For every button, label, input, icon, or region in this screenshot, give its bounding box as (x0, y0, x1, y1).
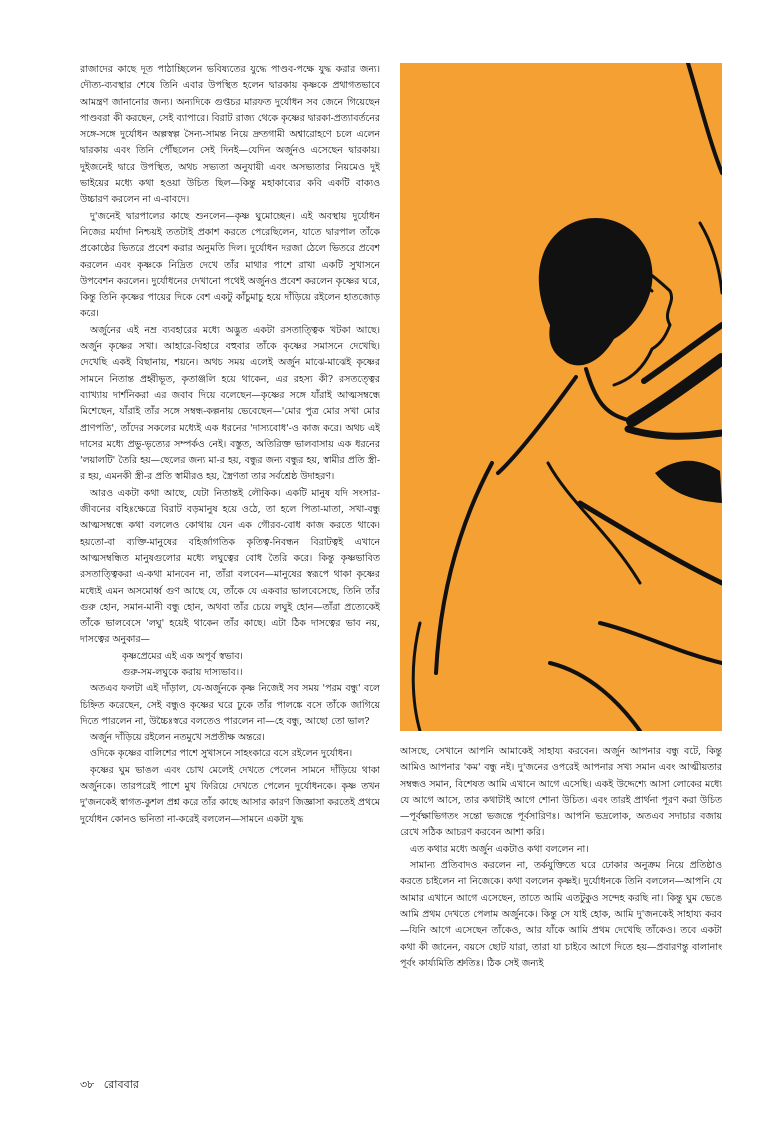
shoulder-line (498, 377, 576, 473)
neck-line (586, 369, 632, 421)
paragraph: কৃষ্ণের ঘুম ভাঙল এবং চোখ মেলেই দেখতে পেলেন সামনে দাঁড়িয়ে থাকা অর্জুনকে। তারপরেই পাশে মুখ ফিরিয়ে দেখতে পেলেন দুর্যোধনকে। কৃষ্ণ তখন দু'জনকেই স্বাগত-কুশল প্রশ্ন করে তাঁর কাছে আসার কারণ জিজ্ঞাসা করতেই প্রথমে দুর্যোধন কোনও ভনিতা না-করেই বললেন—সামনে একটা যুদ্ধ (80, 764, 380, 825)
verse-line: গুরু-সম-লঘুকে করায় দাস্যভাব।। (122, 666, 243, 678)
hand-shape (655, 461, 722, 503)
garment-stroke-2 (628, 429, 722, 436)
paragraph: রাজাদের কাছে দূত পাঠাচ্ছিলেন ভবিষ্যতের যুদ্ধে পাণ্ডব-পক্ষে যুদ্ধ করার জন্য। দৌত্য-ব্যবস্থার শেষে তিনি এবার উপস্থিত হলেন দ্বারকায় কৃষ্ণকে প্রথাগতভাবে আমন্ত্রণ জানানোর জন্য। অন্যদিকে গুপ্তচর মারফত দুর্যোধন সব জেনে গিয়েছেন পাণ্ডবরা কী করছেন, সেই ব্যাপারে। বিরাট রাজ্য থেকে কৃষ্ণের দ্বারকা-প্রত্যাবর্তনের সঙ্গে-সঙ্গে দুর্যোধন অল্পস্বল্প সৈন্য-সামন্ত নিয়ে দ্রুতগামী অশ্বারোহণে চলে এলেন দ্বারকায় এবং তিনি পৌঁছলেন সেই দিনই—যেদিন অর্জুনও এসেছেন দ্বারকায়। দুইজনেই দ্বারে উপস্থিত, অথচ সভ্যতা অনুযায়ী এবং অসভ্যতার নিয়মেও দুই ভাইয়ের মধ্যে কথা হওয়া উচিত ছিল—কিন্তু মহাকাব্যের কবি একটি বাক্যও উচ্চারণ করলেন না এ-বাবদে। (80, 64, 380, 206)
left-column (80, 62, 380, 1070)
paragraph: দু'জনেই দ্বারপালের কাছে শুনলেন—কৃষ্ণ ঘুমোচ্ছেন। এই অবস্থায় দুর্যোধন নিজের মর্যাদা নিশ্চয়ই ততটাই প্রকাশ করতে পেরেছিলেন, যাতে দ্বারপাল তাঁকে প্রকোষ্ঠের ভিতরে প্রবেশ করার অনুমতি দিল। দুর্যোধন দরজা ঠেলে ভিতরে প্রবেশ করলেন এবং কৃষ্ণকে নিদ্রিত দেখে তাঁর মাথার পাশে রাখা একটি সুখাসনে উপবেশন করলেন। দুর্যোধনের দেখানো পথেই অর্জুনও প্রবেশ করলেন কৃষ্ণের ঘরে, কিন্তু তিনি কৃষ্ণের পায়ের দিকে বেশ একটু কাঁচুমাচু হয়ে দাঁড়িয়ে রইলেন হাতজোড় করে। (80, 210, 380, 320)
right-column (400, 744, 722, 1070)
paragraph: আরও একটা কথা আছে, যেটা নিতান্তই লৌকিক। একটি মানুষ যদি সংসার-জীবনের বহিঃক্ষেত্রে বিরাট বড়মানুষ হয়ে ওঠে, তা হলে পিতা-মাতা, সখা-বন্ধু আত্মসম্বন্ধে কথা বললেও কোথায় যেন এক গৌরব-বোধ কাজ করতে থাকে। হয়তো-বা ব্যক্তি-মানুষের বহির্জাগতিক কৃতিত্ব-নিবন্ধন বিরাটত্বই এখানে আত্মসম্বন্ধিত মানুষগুলোর মধ্যে লঘুত্বের বোধ তৈরি করে। কিন্তু কৃষ্ণভাবিত রসতাত্ত্বিকরা এ-কথা মানবেন না, তাঁরা বলবেন—মানুষের স্বরূপে থাকা কৃষ্ণের মধ্যেই এমন অসমোর্ধ্ব গুণ আছে যে, তাঁকে যে একবার ভালবেসেছে, তিনি তাঁর গুরু হোন, সমান-মানী বন্ধু হোন, অথবা তাঁর চেয়ে লঘুই হোন—তাঁরা প্রত্যেকেই তাঁকে ভালবেসে 'লঘু' হয়েই থাকেন তাঁর কাছে। এটা ঠিক দাসত্বের ভাব নয়, দাসত্বের অনুকার— (80, 487, 380, 646)
page-footer (80, 1078, 145, 1092)
garment-fold-3 (550, 663, 640, 731)
top-right-curve (688, 63, 722, 173)
page-number: ৩৮ (80, 1078, 95, 1091)
verse-line: কৃষ্ণপ্রেমের এই এক অপূর্ব স্বভাব। (122, 650, 243, 662)
illustration-panel (400, 63, 722, 731)
paragraph: অর্জুনের এই নম্র ব্যবহারের মধ্যে অদ্ভুত একটা রসতাত্ত্বিক খটকা আছে। অর্জুন কৃষ্ণের সখা। আহারে-বিহারে বহুবার তাঁকে কৃষ্ণের সমাসনে দেখেছি। দেখেছি একই বিছানায়, শয়নে। অথচ সময় এলেই অর্জুন মাঝে-মাঝেই কৃষ্ণের সামনে নিতান্ত প্রহ্বীভূত, কৃতাঞ্জলি হয়ে থাকেন, এর রহস্য কী? রসতত্ত্বের ব্যাখ্যায় দার্শনিকরা এর জবাব দিয়ে বলেছেন—কৃষ্ণের সঙ্গে যাঁরাই আত্মসম্বন্ধে মিশেছেন, যাঁরাই তাঁর সঙ্গে সম্বন্ধ-কল্পনায় ভেবেছেন—'মোর পুত্র মোর সখা মোর প্রাণপতি', তাঁদের সকলের মধ্যেই এক ধরনের 'দাস্যবোধ'-ও কাজ করে। অথচ এই দাসের মধ্যে প্রভু-ভৃত্যের সম্পর্কও নেই। বস্তুত, অতিরিক্ত ভালবাসায় এক ধরনের 'লয়ালটি' তৈরি হয়—ছেলের জন্য মা-র হয়, বন্ধুর জন্য বন্ধুর হয়, স্বামীর প্রতি স্ত্রী-র হয়, এমনকী স্ত্রী-র প্রতি স্বামীরও হয়, স্ত্রৈণতা তার সর্বশ্রেষ্ঠ উদাহরণ। (80, 324, 380, 483)
pillow-curve (700, 223, 722, 293)
bottom-left-stroke (413, 623, 420, 731)
magazine-name: রোববার (103, 1078, 139, 1091)
paragraph: এত কথার মধ্যে অর্জুন একটাও কথা বললেন না। (410, 843, 589, 855)
paragraph: ওদিকে কৃষ্ণের বালিশের পাশে সুখাসনে সাহংকারে বসে রইলেন দুর্যোধন। (90, 748, 353, 760)
paragraph: সামান্য প্রতিবাদও করলেন না, তর্কযুক্তিতে ঘরে ঢোকার অনুক্রম নিয়ে প্রতিষ্ঠাও করতে চাইলেন না নিজেকে। কথা বললেন কৃষ্ণই। দুর্যোধনকে তিনি বললেন—আপনি যে আমার এখানে আগে এসেছেন, তাতে আমি এতটুকুও সন্দেহ করছি না। কিন্তু ঘুম ভেঙে আমি প্রথম দেখতে পেলাম অর্জুনকে। কিন্তু সে যাই হোক, আমি দু'জনকেই সাহায্য করব—যিনি আগে এসেছেন তাঁকেও, আর যাঁকে আমি প্রথম দেখেছি তাঁকেও। তবে একটা কথা কী জানেন, বয়সে ছোট যারা, তারা যা চাইবে আগে দিতে হয়—প্রবারণন্তু বালানাং পূর্বং কার্য্যমিতি শ্রুতিঃ। ঠিক সেই জন্যই (400, 860, 722, 969)
garment-stroke-1 (632, 359, 722, 421)
reclining-figure-illustration (400, 63, 722, 731)
arm-line (436, 463, 492, 673)
garment-fold-1 (580, 503, 722, 583)
garment-fold-2 (600, 623, 722, 663)
hair-shape (539, 218, 653, 365)
paragraph: অতএব ফলটা এই দাঁড়াল, যে-অর্জুনকে কৃষ্ণ নিজেই সব সময় 'পরম বন্ধু' বলে চিহ্নিত করেছেন, সেই বন্ধুও কৃষ্ণের ঘরে ঢুকে তাঁর পালঙ্কে বসে তাঁকে জাগিয়ে দিতে পারলেন না, উচ্চৈঃস্বরে বলতেও পারলেন না—হে বন্ধু, আছো তো ভাল? (80, 683, 380, 727)
paragraph: আসছে, সেখানে আপনি আমাকেই সাহায্য করবেন। অর্জুন আপনার বন্ধু বটে, কিন্তু আমিও আপনার 'কম' বন্ধু নই। দু'জনের ওপরেই আপনার সখ্য সমান এবং আত্মীয়তার সম্বন্ধও সমান, বিশেষত আমি এখানে আগে এসেছি। একই উদ্দেশ্যে আসা লোকের মধ্যে যে আগে আসে, তার কথাটাই আগে শোনা উচিত। এবং তারই প্রার্থনা পূরণ করা উচিত—পূর্বক্ষাভিগতং সন্তো ভজন্তে পূর্বসারিণঃ। আপনি ভদ্রলোক, অতএব সদাচার বজায় রেখে সঠিক আচরণ করবেন আশা করি। (400, 746, 722, 839)
paragraph: অর্জুন দাঁড়িয়ে রইলেন নতমুখে সপ্রতীক্ষ অন্তরে। (90, 732, 265, 744)
chest-line (548, 463, 640, 583)
